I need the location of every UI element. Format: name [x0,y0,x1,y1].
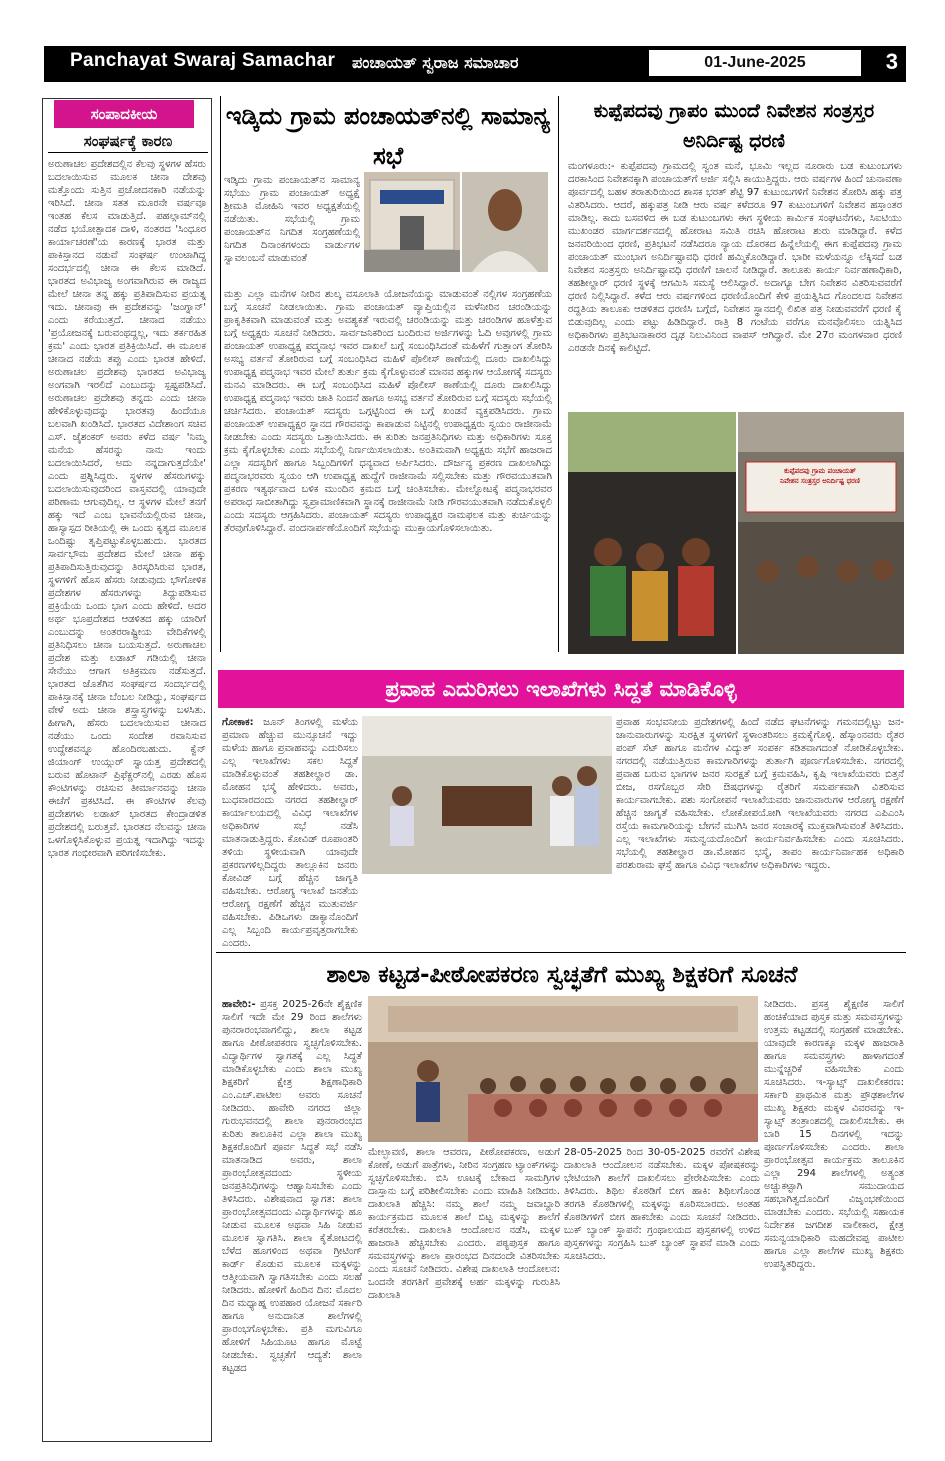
article1-intro: ಇಡ್ಕಿದು ಗ್ರಾಮ ಪಂಚಾಯತ್‌ನ ಸಾಮಾನ್ಯ ಸಭೆಯು ಗ್ರಾಮ ಪಂಚಾಯತ್ ಅಧ್ಯಕ್ಷೆ ಶ್ರೀಮತಿ ಮೋಹಿನಿ ಇವರ ಅಧ್ಯಕ್ಷತೆಯಲ್ಲಿ ನಡೆಯಿತು. ಸಭೆಯಲ್ಲಿ ಗ್ರಾಮ ಪಂಚಾಯತ್‌ನ ನಿಗದಿತ ಸಂಗ್ರಹಣೆಯಲ್ಲಿ ನಿಗದಿತ ದಿನಾಂಕಗಳಂದು ವಾರ್ಡುಗಳ ಸ್ವಾವಲಂಬನೆ ಮಾಡುವಂತೆ [224,175,360,264]
masthead-title-kannada: ಪಂಚಾಯತ್ ಸ್ವರಾಜ ಸಮಾಚಾರ [352,53,519,72]
banner-line-1: ಕುಪ್ಪೆಪದವು ಗ್ರಾಮ ಪಂಚಾಯತ್ [784,467,856,475]
panchayat-building-photo [364,172,460,272]
article2-headline: ಕುಪ್ಪೆಪದವು ಗ್ರಾಪಂ ಮುಂದೆ ನಿವೇಶನ ಸಂತ್ರಸ್ತರ ಅನಿರ್ದಿಷ್ಟ ಧರಣಿ [593,100,875,152]
article4-body-right: 28-05-2025 ರಿಂದ 30-05-2025 ರವರೆಗೆ ವಿಶೇಷ ದಾಖಲಾತಿ ಆಂದೋಲನ ನಡೆಸಬೇಕು. ಮಕ್ಕಳ ಪೋಷಕರನ್ನು ಭೇಟಿಯಾಗಿ ಶಾಲೆಗೆ ದಾಖಲಿಸಲು ಪ್ರೇರೇಪಿಸಬೇಕು ಎಂದು ತಿಳಿಸಿದರು. ಶಿಥಿಲ ಕೊಠಡಿಗೆ ಬೀಗ ಹಾಕಿ: ಶಿಥಿಲಗೊಂಡ ತರಗತಿ ಕೊಠಡಿಗಳಲ್ಲಿ ಮಕ್ಕಳನ್ನು ಕೂರಿಸಬಾರದು. ಅಂತಹ ಕೊಠಡಿಗಳಿಗೆ ಬೀಗ ಹಾಕಬೇಕು ಎಂದು ಸೂಚನೆ ನೀಡಿದರು. ಬುಕ್ ಬ್ಯಾಂಕ್ ಸ್ಥಾಪನೆ: ಗ್ರಂಥಾಲಯದ ಪುಸ್ತಕಗಳಲ್ಲಿ ಉಳಿದ ಪುಸ್ತಕಗಳನ್ನು ಸಂಗ್ರಹಿಸಿ ಬುಕ್ ಬ್ಯಾಂಕ್ ಸ್ಥಾಪನೆ ಮಾಡಿ ಎಂದು ಸೂಚಿಸಿದರು. [564,1147,760,1262]
editorial-title: ಸಂಘರ್ಷಕ್ಕೆ ಕಾರಣ [83,132,173,150]
article3-dateline: ಗೋಕಾಕ: [222,717,254,728]
protest-photo-women [568,412,736,654]
article4-body-far: ನೀಡಿದರು. ಪ್ರಸಕ್ತ ಶೈಕ್ಷಣಿಕ ಸಾಲಿಗೆ ಹಂಚಿಕೆಯಾದ ಪುಸ್ತಕ ಮತ್ತು ಸಮವಸ್ತ್ರಗಳನ್ನು ಉತ್ತಮ ಕಟ್ಟಡದಲ್ಲಿ ಸಂಗ್ರಹಣೆ ಮಾಡಬೇಕು. ಯಾವುದೇ ಕಾರಣಕ್ಕೂ ಮಕ್ಕಳ ಹಾಜರಾತಿ ಹಾಗೂ ಸಮವಸ್ತ್ರಗಳು ಹಾಳಾಗದಂತೆ ಮುನ್ನೆಚ್ಚರಿಕೆ ವಹಿಸಬೇಕು ಎಂದು ಸೂಚಿಸಿದರು. ಇ-ಸ್ಯಾಟ್ಸ್ ದಾಖಲೀಕರಣ: ಸರ್ಕಾರಿ ಪ್ರಾಥಮಿಕ ಮತ್ತು ಪ್ರೌಢಶಾಲೆಗಳ ಮುಖ್ಯ ಶಿಕ್ಷಕರು ಮಕ್ಕಳ ವಿವರವನ್ನು ಇ-ಸ್ಯಾಟ್ಸ್ ತಂತ್ರಾಂಶದಲ್ಲಿ ದಾಖಲಿಸಬೇಕು. ಈ ಬಾರಿ 15 ದಿನಗಳಲ್ಲಿ ಇದನ್ನು ಪೂರ್ಣಗೊಳಿಸಬೇಕು ಎಂದರು. ಶಾಲಾ ಪ್ರಾರಂಭೋತ್ಸವ ಕಾರ್ಯಕ್ರಮ ತಾಲೂಕಿನ ಎಲ್ಲಾ 294 ಶಾಲೆಗಳಲ್ಲಿ ಅತ್ಯಂತ ಅಚ್ಚುಕಟ್ಟಾಗಿ ಸಮುದಾಯದ ಸಹಭಾಗಿತ್ವದೊಂದಿಗೆ ವಿಜೃಂಭಣೆಯಿಂದ ಮಾಡಬೇಕು ಎಂದರು. ಸಭೆಯಲ್ಲಿ ಸಹಾಯಕ ನಿರ್ದೇಶಕ ಜಗದೀಶ ವಾಲೀಕಾರ, ಕ್ಷೇತ್ರ ಸಮನ್ವಯಾಧಿಕಾರಿ ಮಹದೇವಪ್ಪ ಪಾಟೀಲ ಹಾಗೂ ಎಲ್ಲಾ ಶಾಲೆಗಳ ಮುಖ್ಯ ಶಿಕ್ಷಕರು ಉಪಸ್ಥಿತರಿದ್ದರು. [764,999,904,1270]
article4-body-left [222,998,362,1438]
article4-body-1: ಪ್ರಸಕ್ತ 2025-26ನೇ ಶೈಕ್ಷಣಿಕ ಸಾಲಿಗೆ ಇದೇ ಮೇ 29 ರಿಂದ ಶಾಲೆಗಳು ಪುನರಾರಂಭವಾಗಲಿದ್ದು, ಶಾಲಾ ಕಟ್ಟಡ ಹಾಗೂ ಪೀಠೋಪಕರಣ ಸ್ವಚ್ಛಗೊಳಿಸಬೇಕು. ವಿದ್ಯಾರ್ಥಿಗಳ ಸ್ವಾಗತಕ್ಕೆ ಎಲ್ಲ ಸಿದ್ಧತೆ ಮಾಡಿಕೊಳ್ಳಬೇಕು ಎಂದು ಶಾಲಾ ಮುಖ್ಯ ಶಿಕ್ಷಕರಿಗೆ ಕ್ಷೇತ್ರ ಶಿಕ್ಷಣಾಧಿಕಾರಿ ಎಂ.ಎಚ್.ಪಾಟೀಲ ಅವರು ಸೂಚನೆ ನೀಡಿದರು. ಹಾವೇರಿ ನಗರದ ಜಿಲ್ಲಾ ಗುರುಭವನದಲ್ಲಿ ಶಾಲಾ ಪುನರಾರಂಭದ ಕುರಿತು ತಾಲೂಕಿನ ಎಲ್ಲಾ ಶಾಲಾ ಮುಖ್ಯ ಶಿಕ್ಷಕರೊಂದಿಗೆ ಪೂರ್ವ ಸಿದ್ಧತೆ ಸಭೆ ನಡೆಸಿ ಮಾತನಾಡಿದ ಅವರು, ಶಾಲಾ ಪ್ರಾರಂಭೋತ್ಸವದಂದು ಸ್ಥಳೀಯ ಜನಪ್ರತಿನಿಧಿಗಳನ್ನು ಆಹ್ವಾನಿಸಬೇಕು ಎಂದು ತಿಳಿಸಿದರು. ವಿಶೇಷವಾದ ಸ್ವಾಗತ: ಶಾಲಾ ಪ್ರಾರಂಭೋತ್ಸವದಂದು ವಿದ್ಯಾರ್ಥಿಗಳನ್ನು ಹೂ ನೀಡುವ ಮೂಲಕ ಅಥವಾ ಸಿಹಿ ನೀಡುವ ಮೂಲಕ ಸ್ವಾಗತಿಸಿ. ಶಾಲಾ ಕೈತೋಟದಲ್ಲಿ ಬೆಳೆದ ಹೂಗಳಿಂದ ಅಥವಾ ಗ್ರೀಟಿಂಗ್ ಕಾರ್ಡ್ ಕೊಡುವ ಮೂಲಕ ಮಕ್ಕಳನ್ನು ಆತ್ಮೀಯವಾಗಿ ಸ್ವಾಗತಿಸಬೇಕು ಎಂದು ಸಲಹೆ ನೀಡಿದರು. ಹೋಳಿಗೆ ಹಿಂದಿನ ದಿನ: ಮೊದಲ ದಿನ ಮಧ್ಯಾಹ್ನ ಉಪಹಾರ ಯೋಜನೆ ಸರ್ಕಾರಿ ಹಾಗೂ ಅನುದಾನಿತ ಶಾಲೆಗಳಲ್ಲಿ ಪ್ರಾರಂಭಗೊಳ್ಳಬೇಕು. ಪ್ರತಿ ಮಗುವಿಗೂ ಹೋಳಿಗೆ ಸಿಹಿಯೂಟ ಹಾಗೂ ಮೊಟ್ಟೆ ನೀಡಬೇಕು. ಸ್ವಚ್ಛತೆಗೆ ಆದ್ಯತೆ: ಶಾಲಾ ಕಟ್ಟಡದ [222,999,362,1374]
editorial-body: ಅರುಣಾಚಲ ಪ್ರದೇಶದಲ್ಲಿನ ಕೆಲವು ಸ್ಥಳಗಳ ಹೆಸರು ಬದಲಾಯಿಸುವ ಮೂಲಕ ಚೀನಾ ದೇಶವು ಮತ್ತೊಂದು ಸುತ್ತಿನ ಪ್ರಚೋದನಕಾರಿ ನಡೆಯನ್ನು ಇರಿಸಿದೆ. ಚೀನಾ ಸತತ ಮೂರನೇ ವರ್ಷವೂ ಇಂತಹ ಕೆಲಸ ಮಾಡುತ್ತಿದೆ. ಪಹಲ್ಗಾಮ್‌ನಲ್ಲಿ ನಡೆದ ಭಯೋತ್ಪಾದಕ ದಾಳಿ, ನಂತರದ 'ಸಿಂಧೂರ ಕಾರ್ಯಾಚರಣೆ'ಯ ಕಾರಣಕ್ಕೆ ಭಾರತ ಮತ್ತು ಪಾಕಿಸ್ತಾನದ ನಡುವೆ ಸಂಘರ್ಷ ಉಂಟಾಗಿದ್ದ ಸಂದರ್ಭದಲ್ಲಿ ಚೀನಾ ಈ ಕೆಲಸ ಮಾಡಿದೆ. ಭಾರತದ ಅವಿಭಾಜ್ಯ ಅಂಗವಾಗಿರುವ ಈ ರಾಜ್ಯದ ಮೇಲೆ ಚೀನಾ ತನ್ನ ಹಕ್ಕು ಪ್ರತಿಪಾದಿಸುವ ಪ್ರಯತ್ನ ಇದು. ಚೀನಾವು ಈ ಪ್ರದೇಶವನ್ನು 'ಜಂಗ್ನಾನ್' ಎಂದು ಕರೆಯುತ್ತದೆ. ಚೀನಾದ ನಡೆಯು 'ಪ್ರಯೋಜನಕ್ಕೆ ಬರುವಂಥದ್ದಲ್ಲ, ಇದು ತರ್ಕರಹಿತ ಕ್ರಮ' ಎಂದು ಭಾರತ ಪ್ರತಿಕ್ರಿಯಿಸಿದೆ. ಈ ಮೂಲಕ ಚೀನಾದ ನಡೆಯ ತಪ್ಪು ಎಂದು ಭಾರತ ಹೇಳಿದೆ. ಅರುಣಾಚಲ ಪ್ರದೇಶವು ಭಾರತದ ಅವಿಭಾಜ್ಯ ಅಂಗವಾಗಿ ಇರಲಿದೆ ಎಂಬುದನ್ನು ಸ್ಪಷ್ಟಪಡಿಸಿದೆ. ಅರುಣಾಚಲ ಪ್ರದೇಶವು ತನ್ನದು ಎಂದು ಚೀನಾ ಹೇಳಿಕೊಳ್ಳುವುದನ್ನು ಭಾರತವು ಹಿಂದೆಯೂ ಬಲವಾಗಿ ಖಂಡಿಸಿದೆ. ಭಾರತದ ವಿದೇಶಾಂಗ ಸಚಿವ ಎಸ್. ಜೈಶಂಕರ್ ಅವರು ಕಳೆದ ವರ್ಷ 'ನಿಮ್ಮ ಮನೆಯ ಹೆಸರನ್ನು ನಾನು ಇಂದು ಬದಲಾಯಿಸಿದರೆ, ಅದು ನನ್ನದಾಗುತ್ತದೆಯೇ' ಎಂದು ಪ್ರಶ್ನಿಸಿದ್ದರು. ಸ್ಥಳಗಳ ಹೆಸರುಗಳನ್ನು ಬದಲಾಯಿಸುವುದರಿಂದ ವಾಸ್ತವದಲ್ಲಿ ಯಾವುದೇ ಪರಿಣಾಮ ಆಗುವುದಿಲ್ಲ. ಆ ಸ್ಥಳಗಳ ಮೇಲೆ ತನಗೆ ಹಕ್ಕು ಇದೆ ಎಂಬ ಭಾವನೆಯಲ್ಲಿರುವ ಚೀನಾ, ಹಾಸ್ಯಾಸ್ಪದ ರೀತಿಯಲ್ಲಿ ಈ ಒಂದು ಕೃತ್ಯದ ಮೂಲಕ ಒಂದಿಷ್ಟು ತೃಪ್ತಿಪಟ್ಟುಕೊಳ್ಳಬಹುದು. ಭಾರತದ ಸಾರ್ವಭೌಮ ಪ್ರದೇಶದ ಮೇಲೆ ಚೀನಾ ಹಕ್ಕು ಪ್ರತಿಪಾದಿಸುತ್ತಿರುವುದನ್ನು ತಿರಸ್ಕರಿಸಿರುವ ಭಾರತ, ಸ್ಥಳಗಳಿಗೆ ಹೊಸ ಹೆಸರು ನೀಡುವುದು ಭೌಗೋಳಿಕ ಪ್ರದೇಶಗಳ ಹೆಸರುಗಳನ್ನು ತಿದ್ದುಪಡಿಸುವ ಪ್ರಕ್ರಿಯೆಯ ಒಂದು ಭಾಗ ಎಂದು ಹೇಳಿದೆ. ಅದರ ಅರ್ಥ ಭೂಪ್ರದೇಶದ ಆಡಳಿತದ ಹಕ್ಕು ಯಾರಿಗೆ ಎಂಬುದನ್ನು ಅಂತರರಾಷ್ಟ್ರೀಯ ವೇದಿಕೆಗಳಲ್ಲಿ ಪ್ರತಿನಿಧಿಸಲು ಚೀನಾ ಬಯಸುತ್ತದೆ. ಅರುಣಾಚಲ ಪ್ರದೇಶ ಮತ್ತು ಲಡಾಖ್ ಗಡಿಯಲ್ಲಿ ಚೀನಾ ಸೇನೆಯು ಆಗಾಗ ಅತಿಕ್ರಮಣ ನಡೆಸುತ್ತದೆ. ಭಾರತದ ಜೊತೆಗಿನ ಸಂಘರ್ಷದ ಸಂದರ್ಭದಲ್ಲಿ ಪಾಕಿಸ್ತಾನಕ್ಕೆ ಚೀನಾ ಬೆಂಬಲ ನೀಡಿದ್ದು, ಸಂಘರ್ಷದ ವೇಳೆ ಅದು ಚೀನಾ ಶಸ್ತ್ರಾಸ್ತ್ರಗಳನ್ನು ಬಳಸಿತು. ಹೀಗಾಗಿ, ಹೆಸರು ಬದಲಾಯಿಸುವ ಚೀನಾದ ನಡೆಯು ಒಂದು ಸಂದೇಶ ರವಾನಿಸುವ ಉದ್ದೇಶವನ್ನೂ ಹೊಂದಿರಬಹುದು. ಕ್ವೆನ್ ಜಿಯಾಂಗ್ ಉಯ್ಗುರ್ ಸ್ವಾಯತ್ತ ಪ್ರದೇಶದಲ್ಲಿ ಬರುವ ಹೊಟಾನ್ ಪ್ರಿಫೆಕ್ಚರ್‌ನಲ್ಲಿ ಎರಡು ಹೊಸ ಕೌಂಟಿಗಳನ್ನು ರಚಿಸುವ ತೀರ್ಮಾನವನ್ನು ಚೀನಾ ಈಚೆಗೆ ಪ್ರಕಟಿಸಿದೆ. ಈ ಕೌಂಟಿಗಳ ಕೆಲವು ಪ್ರದೇಶಗಳು ಲಡಾಖ್ ಭಾರತದ ಕೇಂದ್ರಾಡಳಿತ ಪ್ರದೇಶದಲ್ಲಿ ಬರುತ್ತವೆ. ಭಾರತದ ನೆಲವನ್ನು ಚೀನಾ ಒಳಗೊಳ್ಳಿಸಿಕೊಳ್ಳುವ ಪ್ರಯತ್ನ ಇದಾಗಿದ್ದು ಇದನ್ನು ಭಾರತ ಗಂಭೀರವಾಗಿ ಪರಿಗಣಿಸಬೇಕು. [48,159,206,859]
divider [216,952,906,953]
article3-body-left [222,716,358,949]
article1-body: ಮತ್ತು ಎಲ್ಲಾ ಮನೆಗಳ ನೀರಿನ ಶುಲ್ಕ ವಸೂಲಾತಿ ಯೋಜನೆಯನ್ನು ಮಾಡುವಂತೆ ನಲ್ಲಿಗಳ ಸಂಗ್ರಹಣೆಯ ಬಗ್ಗೆ ಸೂಚನೆ ನೀಡಲಾಯಿತು. ಗ್ರಾಮ ಪಂಚಾಯತ್ ವ್ಯಾಪ್ತಿಯಲ್ಲಿನ ಮಳೆನೀರಿನ ಚರಂಡಿಯನ್ನು ಪ್ರಾಕೃತಿಕವಾಗಿ ಮಾಡುವಂತೆ ಮತ್ತು ಅವಶ್ಯಕತೆ ಇರುವಲ್ಲಿ ಚರಂಡಿಯನ್ನು ಮತ್ತು ಚರಂಡಿಗಳ ಹೂಳೆತ್ತುವ ಬಗ್ಗೆ ಅಧ್ಯಕ್ಷರು ಸೂಚನೆ ನೀಡಿದರು. ಸಾರ್ವಜನಿಕರಿಂದ ಬಂದಿರುವ ಅರ್ಜಿಗಳನ್ನು ಓದಿ ಅವುಗಳಲ್ಲಿ ಗ್ರಾಮ ಪಂಚಾಯತ್ ಉಪಾಧ್ಯಕ್ಷ ಪದ್ಮನಾಭ ಇವರ ದಾಖಲೆ ಬಗ್ಗೆ ಸಂಬಂಧಿಸಿದಂತೆ ಮಹಿಳೆಗೆ ಗುತ್ತಾಂಗ ತೋರಿಸಿ ಅಸಭ್ಯ ವರ್ತನೆ ತೋರಿರುವ ಬಗ್ಗೆ ಸಂಬಂಧಿಸಿದ ಮಹಿಳೆ ಪೊಲೀಸ್ ಠಾಣೆಯಲ್ಲಿ ದೂರು ದಾಖಲಿಸಿದ್ದು ಉಪಾಧ್ಯಕ್ಷ ಪದ್ಮನಾಭ ಇವರ ಮೇಲೆ ತುರ್ತು ಕ್ರಮ ಕೈಗೊಳ್ಳುವಂತೆ ಮಾನವ ಹಕ್ಕುಗಳ ಆಯೋಗಕ್ಕೆ ಸದಸ್ಯರು ಮನವಿ ಮಾಡಿದರು. ಈ ಬಗ್ಗೆ ಸಂಬಂಧಿಸಿದ ಮಹಿಳೆ ಪೊಲೀಸ್ ಠಾಣೆಯಲ್ಲಿ ದೂರು ದಾಖಲಿಸಿದ್ದು ಉಪಾಧ್ಯಕ್ಷ ಪದ್ಮನಾಭ ಇವರು ಜಾತಿ ನಿಂದನೆ ಹಾಗೂ ಅಸಭ್ಯ ವರ್ತನೆ ತೋರಿರುವ ಬಗ್ಗೆ ಸದಸ್ಯರು ಸಭೆಯಲ್ಲಿ ಚರ್ಚಿಸಿದರು. ಪಂಚಾಯತ್ ಸದಸ್ಯರು ಒಗ್ಗಟ್ಟಿನಿಂದ ಈ ಬಗ್ಗೆ ಖಂಡನೆ ವ್ಯಕ್ತಪಡಿಸಿದರು. ಗ್ರಾಮ ಪಂಚಾಯತ್ ಉಪಾಧ್ಯಕ್ಷರ ಸ್ಥಾನದ ಗೌರವವನ್ನು ಕಾಪಾಡುವ ನಿಟ್ಟಿನಲ್ಲಿ ಉಪಾಧ್ಯಕ್ಷರು ಸ್ವಯಂ ರಾಜೀನಾಮೆ ನೀಡಬೇಕು ಎಂದು ಸದಸ್ಯರು ಒತ್ತಾಯಿಸಿದರು. ಈ ಕುರಿತು ಜನಪ್ರತಿನಿಧಿಗಳು ಮತ್ತು ಅಧಿಕಾರಿಗಳು ಸೂಕ್ತ ಕ್ರಮ ಕೈಗೊಳ್ಳಬೇಕು ಎಂದು ಸಭೆಯಲ್ಲಿ ನಿರ್ಣಯಿಸಲಾಯಿತು. ಅಂತಿಮವಾಗಿ ಅಧ್ಯಕ್ಷರು ಸಭೆಗೆ ಹಾಜರಾದ ಎಲ್ಲಾ ಸದಸ್ಯರಿಗೆ ಹಾಗೂ ಸಿಬ್ಬಂದಿಗಳಿಗೆ ಧನ್ಯವಾದ ಅರ್ಪಿಸಿದರು. ದೌರ್ಜನ್ಯ ಪ್ರಕರಣ ದಾಖಲಾಗಿದ್ದು ಪದ್ಮನಾಭರವರು ಸ್ವಯಂ ಆಗಿ ಉಪಾಧ್ಯಕ್ಷ ಹುದ್ದೆಗೆ ರಾಜೀನಾಮೆ ಸಲ್ಲಿಸಬೇಕು ಮತ್ತು ಗೌರವಯುತವಾಗಿ ಪ್ರಕರಣ ಇತ್ಯರ್ಥವಾದ ಬಳಿಕ ಮುಂದಿನ ಕ್ರಮದ ಬಗ್ಗೆ ಚಿಂತಿಸಬೇಕು. ಮೇಲ್ನೋಟಕ್ಕೆ ಪದ್ಮನಾಭರವರ ಅಪರಾಧ ಸಾಬೀತಾಗಿದ್ದು ಸ್ವಪ್ರಾಮಾಣಿಕವಾಗಿ ಸ್ಥಾನಕ್ಕೆ ರಾಜೀನಾಮೆ ನೀಡಿ ಗೌರವಯುತವಾಗಿ ನಡೆದುಕೊಳ್ಳಲಿ ಎಂದು ಸದಸ್ಯರು ಆಗ್ರಹಿಸಿದರು. ಪಂಚಾಯತ್ ಸದಸ್ಯರು ಉಪಾಧ್ಯಕ್ಷರ ನಾಮಫಲಕ ಮತ್ತು ಕುರ್ಚಿಯನ್ನು ತೆರವುಗೊಳಿಸಿದ್ದಾರೆ. ವಂದನಾರ್ಪಣೆಯೊಂದಿಗೆ ಸಭೆಯನ್ನು ಮುಕ್ತಾಯಗೊಳಿಸಲಾಯಿತು. [224,289,552,534]
protest-photo-banner [738,412,904,654]
headmasters-meeting-photo [368,996,758,1142]
president-portrait-photo [462,172,548,272]
divider [48,152,208,153]
masthead-title-english: Panchayat Swaraj Samachar [70,50,336,71]
article2-body: ಮಂಗಳೂರು:- ಕುಪ್ಪೆಪದವು ಗ್ರಾಮದಲ್ಲಿ ಸ್ವಂತ ಮನೆ, ಭೂಮಿ ಇಲ್ಲದ ನೂರಾರು ಬಡ ಕುಟುಂಬಗಳು ದರಕಾಸಿಂದ ನಿವೇಶನಕ್ಕಾಗಿ ಪಂಚಾಯತ್‌ಗೆ ಅರ್ಜಿ ಸಲ್ಲಿಸಿ ಕಾಯುತ್ತಿದ್ದರು. ಆರು ವರ್ಷಗಳ ಹಿಂದೆ ಚುನಾವಣಾ ಪೂರ್ವದಲ್ಲಿ ಬಹಳ ತರಾತುರಿಯಿಂದ ಶಾಸಕ ಭರತ್ ಶೆಟ್ಟಿ 97 ಕುಟುಂಬಗಳಿಗೆ ನಿವೇಶನ ತೋರಿಸಿ ಹಕ್ಕು ಪತ್ರ ವಿತರಿಸಿದರು. ಆದರೆ, ಹಕ್ಕುಪತ್ರ ನೀಡಿ ಆರು ವರ್ಷ ಕಳೆದರೂ 97 ಕುಟುಂಬಗಳಿಗೆ ನಿವೇಶನ ಹಸ್ತಾಂತರ ಮಾಡಿಲ್ಲ. ಕಾದು ಬಸವಳಿದ ಈ ಬಡ ಕುಟುಂಬಗಳು ಈಗ ಸ್ಥಳೀಯ ಕಾರ್ಮಿಕ ಸಂಘಟನೆಗಳು, ಸಿಐಟಿಯು ಮುಖಂಡರ ಮಾರ್ಗದರ್ಶನದಲ್ಲಿ ಹೋರಾಟ ಸಮಿತಿ ರಚಿಸಿ ಹೋರಾಟ ಶುರು ಮಾಡಿದ್ದಾರೆ. ಕಳೆದ ಜನವರಿಯಿಂದ ಧರಣಿ, ಪ್ರತಿಭಟನೆ ನಡೆಸಿದರೂ ನ್ಯಾಯ ದೊರಕದ ಹಿನ್ನೆಲೆಯಲ್ಲಿ ಈಗ ಕುಪ್ಪೆಪದವು ಗ್ರಾಮ ಪಂಚಾಯತ್ ಮುಂಭಾಗ ಅನಿರ್ದಿಷ್ಟಾವಧಿ ಧರಣಿ ಹಮ್ಮಿಕೊಂಡಿದ್ದಾರೆ. ಭಾರೀ ಮಳೆಯನ್ನೂ ಲೆಕ್ಕಿಸದೆ ಬಡ ನಿವೇಶನ ಸಂತ್ರಸ್ತರು ಅನಿರ್ದಿಷ್ಟಾವಧಿ ಧರಣಿಗೆ ಚಾಲನೆ ನೀಡಿದ್ದಾರೆ. ತಾಲೂಕು ಕಾರ್ಯ ನಿರ್ವಹಣಾಧಿಕಾರಿ, ತಹಶೀಲ್ದಾರ್ ಧರಣಿ ಸ್ಥಳಕ್ಕೆ ಆಗಮಿಸಿ ಸಮಸ್ಯೆ ಆಲಿಸಿದ್ದಾರೆ. ಅದಾಗ್ಯೂ ಬೇಗ ನಿವೇಶನ ವಿತರಿಸುವವರೆಗೆ ಧರಣಿ ನಿಲ್ಲಿಸಿದ್ದಾರೆ. ಕಳೆದ ಆರು ವರ್ಷಗಳಿಂದ ಧರಣಿಯೊಂದಿಗೆ ಕೇಳಿ ಪ್ರಯತ್ನಿಸಿದ ಗೊಂದಲದ ನಿವೇಶನ ರದ್ದತಿಯ ತಾಲೂಕು ಆಡಳಿತದ ಧರಣಿಸಿ ಬಗ್ಗೆದೆ, ನಿವೇಶನ ಸ್ಥಾನದಲ್ಲಿ ಲಿಖಿತ ಪತ್ರ ನೀಡುವವರೆಗೆ ಧರಣಿ ಕೈ ಬಿಡುವುದಿಲ್ಲ ಎಂದು ಪಟ್ಟು ಹಿಡಿದಿದ್ದಾರೆ. ರಾತ್ರಿ 8 ಗಂಟೆಯ ವರೆಗೂ ಮನವೊಲಿಸಲು ಯತ್ನಿಸಿದ ಅಧಿಕಾರಿಗಳು ಪ್ರತಿಭಟನಾಕಾರರ ದೃಢ ನಿಲುವಿನಿಂದ ವಾಪಸ್ ಆಗಿದ್ದಾರೆ. ಮೇ 27ರ ಮಂಗಳವಾರ ಧರಣಿ ಎರಡನೇ ದಿನಕ್ಕೆ ಕಾಲಿಟ್ಟಿದೆ. [568,161,902,354]
editorial-section-label: ಸಂಪಾದಕೀಯ [54,100,194,128]
article3-body-right: ಪ್ರವಾಹ ಸಂಭವನೀಯ ಪ್ರದೇಶಗಳಲ್ಲಿ ಹಿಂದೆ ನಡೆದ ಘಟನೆಗಳನ್ನು ಗಮನದಲ್ಲಿಟ್ಟು ಜನ-ಜಾನುವಾರುಗಳನ್ನು ಸುರಕ್ಷಿತ ಸ್ಥಳಗಳಿಗೆ ಸ್ಥಳಾಂತರಿಸಲು ಕ್ರಮಕೈಗೊಳ್ಳಿ. ಹೆಸ್ಕಾಂನವರು ರೈತರ ಪಂಪ್ ಸೆಟ್ ಹಾಗೂ ಮನೆಗಳ ವಿದ್ಯುತ್ ಸಂಪರ್ಕ ಕಡಿತವಾಗದಂತೆ ನೋಡಿಕೊಳ್ಳಬೇಕು. ನಗರದಲ್ಲಿ ನಡೆಯುತ್ತಿರುವ ಕಾಮಗಾರಿಗಳನ್ನು ತುರ್ತಾಗಿ ಪೂರ್ಣಗೊಳಿಸಬೇಕು. ನಗರದಲ್ಲಿ ಪ್ರವಾಹ ಬರುವ ಭಾಗಗಳ ಜನರ ಸುರಕ್ಷತೆ ಬಗ್ಗೆ ಕ್ರಮವಹಿಸಿ, ಕೃಷಿ ಇಲಾಖೆಯವರು ಬಿತ್ತನೆ ಬೀಜ, ರಸಗೊಬ್ಬರ ಸೇರಿ ಔಷಧಗಳನ್ನು ರೈತರಿಗೆ ಸಮರ್ಪಕವಾಗಿ ವಿತರಿಸುವ ಕಾರ್ಯವಾಗಬೇಕು. ಪಶು ಸಂಗೋಪನೆ ಇಲಾಖೆಯವರು ಜಾನುವಾರುಗಳ ಆರೋಗ್ಯ ರಕ್ಷಣೆಗೆ ಹೆಚ್ಚಿನ ಜಾಗೃತೆ ವಹಿಸಬೇಕು. ಲೋಕೋಪಯೋಗಿ ಇಲಾಖೆಯವರು ನಗರದ ಎಪಿಎಂಸಿ ರಸ್ತೆಯ ಕಾಮಗಾರಿಯನ್ನು ಬೇಗನೆ ಮುಗಿಸಿ ಜನರ ಸಂಚಾರಕ್ಕೆ ಮುಕ್ತವಾಗಿಸುವಂತೆ ತಿಳಿಸಿದರು. ಎಲ್ಲ ಇಲಾಖೆಗಳು ಸಮನ್ವಯದೊಂದಿಗೆ ಕಾರ್ಯನಿರ್ವಹಿಸಬೇಕು ಎಂದು ಸೂಚಿಸಿದರು. ಸಭೆಯಲ್ಲಿ ತಹಶೀಲ್ದಾರ ಡಾ.ಮೋಹನ ಭಸ್ಮೆ, ತಾಪಂ ಕಾರ್ಯನಿರ್ವಾಹಕ ಅಧಿಕಾರಿ ಪರಶುರಾಮ ಘಸ್ತೆ ಹಾಗೂ ವಿವಿಧ ಇಲಾಖೆಗಳ ಅಧಿಕಾರಿಗಳು ಇದ್ದರು. [616,717,904,871]
article4-headline: ಶಾಲಾ ಕಟ್ಟಡ-ಪೀಠೋಪಕರಣ ಸ್ವಚ್ಛತೆಗೆ ಮುಖ್ಯ ಶಿಕ್ಷಕರಿಗೆ ಸೂಚನೆ [326,962,798,988]
article4-dateline: ಹಾವೇರಿ:- [222,999,256,1010]
article3-headline-bar [218,670,904,708]
article4-body-mid: ಮೇಲ್ಛಾವಣಿ, ಶಾಲಾ ಆವರಣ, ಪೀಠೋಪಕರಣ, ಅಡುಗೆ ಕೋಣೆ, ಅಡುಗೆ ಪಾತ್ರೆಗಳು, ನೀರಿನ ಸಂಗ್ರಹಣ ಟ್ಯಾಂಕ್‌ಗಳನ್ನು ಸ್ವಚ್ಛಗೊಳಿಸಬೇಕು. ಬಿಸಿ ಊಟಕ್ಕೆ ಬೇಕಾದ ಸಾಮಗ್ರಿಗಳ ದಾಸ್ತಾನು ಬಗ್ಗೆ ಪರಿಶೀಲಿಸಬೇಕು ಎಂದು ಮಾಹಿತಿ ನೀಡಿದರು. ದಾಖಲಾತಿ ಹೆಚ್ಚಿಸಿ: ನಮ್ಮ ಶಾಲೆ ನಮ್ಮ ಜವಾಬ್ದಾರಿ ಕಾರ್ಯಕ್ರಮದ ಮೂಲಕ ಶಾಲೆ ಬಿಟ್ಟ ಮಕ್ಕಳನ್ನು ಶಾಲೆಗೆ ಕರೆತರಬೇಕು. ದಾಖಲಾತಿ ಆಂದೋಲನ ನಡೆಸಿ, ಮಕ್ಕಳ ಹಾಜರಾತಿ ಹೆಚ್ಚಿಸಬೇಕು ಎಂದರು. ಪಠ್ಯಪುಸ್ತಕ ಹಾಗೂ ಸಮವಸ್ತ್ರಗಳನ್ನು ಶಾಲಾ ಪ್ರಾರಂಭದ ದಿನದಂದೇ ವಿತರಿಸಬೇಕು ಎಂದು ಸೂಚನೆ ನೀಡಿದರು. ವಿಶೇಷ ದಾಖಲಾತಿ ಆಂದೋಲನ: ಒಂದನೇ ತರಗತಿಗೆ ಪ್ರವೇಶಕ್ಕೆ ಅರ್ಹ ಮಕ್ಕಳನ್ನು ಗುರುತಿಸಿ ದಾಖಲಾತಿ [368,1147,560,1301]
article3-body-1: ಜೂನ್ ತಿಂಗಳಲ್ಲಿ ಮಳೆಯ ಪ್ರಮಾಣ ಹೆಚ್ಚುವ ಮುನ್ಸೂಚನೆ ಇದ್ದು ಮಳೆಯ ಹಾಗೂ ಪ್ರವಾಹವನ್ನು ಎದುರಿಸಲು ಎಲ್ಲ ಇಲಾಖೆಗಳು ಸಕಲ ಸಿದ್ದತೆ ಮಾಡಿಕೊಳ್ಳುವಂತೆ ತಹಶೀಲ್ದಾರ ಡಾ. ಮೋಹನ ಭಸ್ಮೆ ಹೇಳಿದರು. ಅವರು, ಬುಧವಾರದಂದು ನಗರದ ತಹಶೀಲ್ದಾರ್ ಕಾರ್ಯಾಲಯದಲ್ಲಿ ವಿವಿಧ ಇಲಾಖೆಗಳ ಅಧಿಕಾರಿಗಳ ಸಭೆ ನಡೆಸಿ ಮಾತನಾಡುತ್ತಿದ್ದರು. ಕೋವಿಡ್ ರೂಪಾಂತರಿ ತಳಿಯ ಸ್ಥಳೀಯವಾಗಿ ಯಾವುದೇ ಪ್ರಕರಣಗಳಿಲ್ಲದಿದ್ದರು ತಾಲ್ಲೂಕಿನ ಜನರು ಕೋವಿಡ್ ಬಗ್ಗೆ ಹೆಚ್ಚಿನ ಜಾಗೃತಿ ವಹಿಸಬೇಕು. ಆರೋಗ್ಯ ಇಲಾಖೆ ಜನತೆಯ ಆರೋಗ್ಯ ರಕ್ಷಣೆಗೆ ಹೆಚ್ಚಿನ ಮುತುವರ್ಜಿ ವಹಿಸಬೇಕು. ಪಿಡಿಒಗಳು ಡಾಕ್ಯಾನೊಂದಿಗೆ ಎಲ್ಲ ಸಿಬ್ಬಂದಿ ಕಾರ್ಯಪ್ರವೃತ್ತರಾಗಬೇಕು ಎಂದರು. [222,717,358,949]
article1-headline: ಇಡ್ಕಿದು ಗ್ರಾಮ ಪಂಚಾಯತ್‌ನಲ್ಲಿ ಸಾಮಾನ್ಯ ಸಭೆ [225,102,551,170]
issue-date: 01-June-2025 [649,50,861,76]
divider [220,96,221,652]
divider [558,96,559,652]
meeting-photo-gokak [362,716,612,874]
protest-banner-text [748,466,892,486]
page-number: 3 [885,49,898,74]
banner-line-2: ನಿವೇಶನ ಸಂತ್ರಸ್ತರ ಅನಿರ್ದಿಷ್ಟ ಧರಣಿ [780,477,860,485]
article3-headline: ಪ್ರವಾಹ ಎದುರಿಸಲು ಇಲಾಖೆಗಳು ಸಿದ್ದತೆ ಮಾಡಿಕೊಳ್ಳಿ [385,677,737,701]
masthead [44,46,906,82]
